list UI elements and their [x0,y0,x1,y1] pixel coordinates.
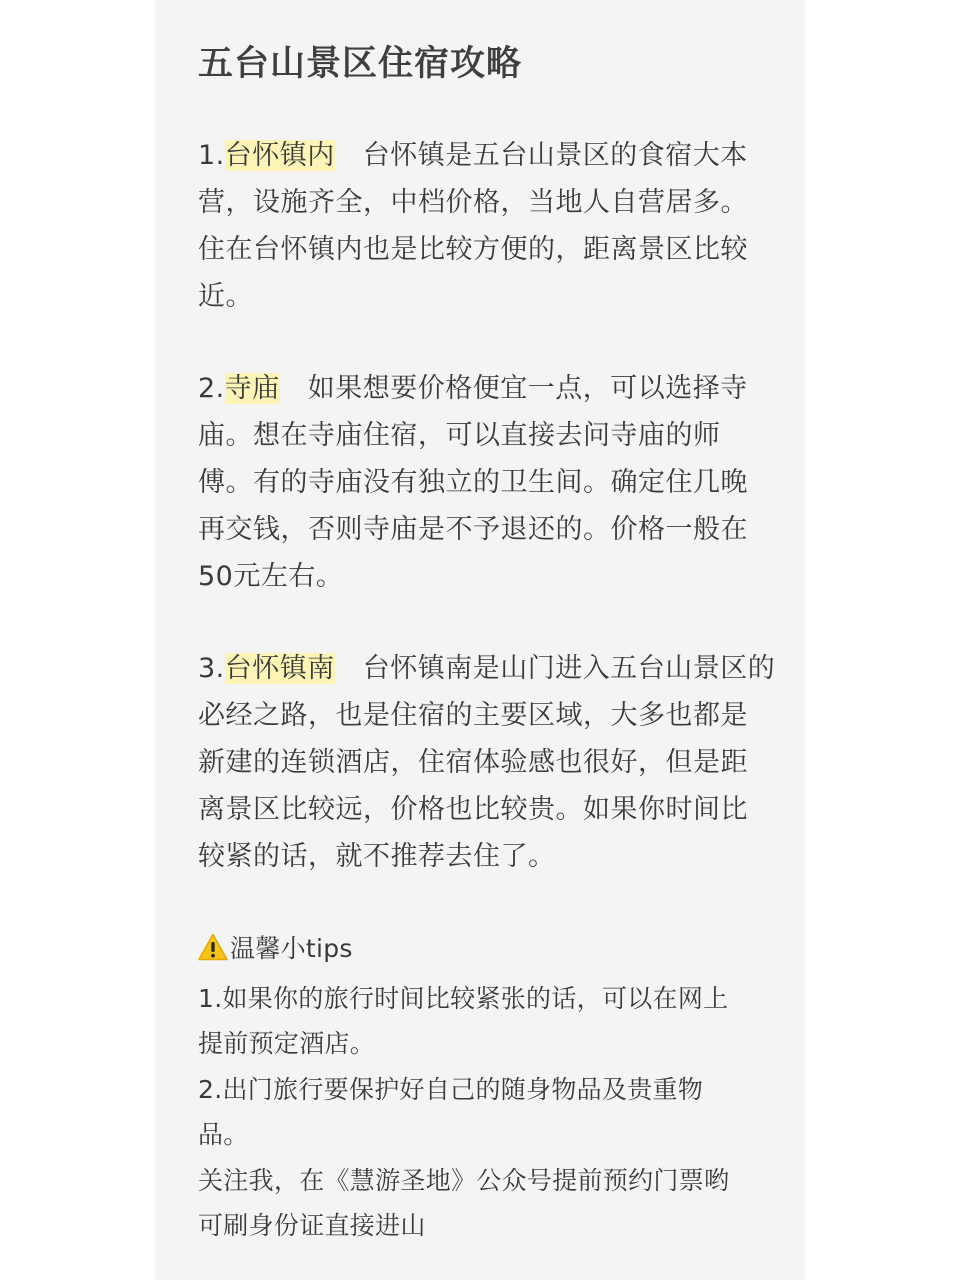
section-1 [198,132,768,320]
section-highlight: 寺庙 [224,373,280,404]
tips-line: 提前预定酒店。 [198,1029,376,1058]
section-line: 傅。有的寺庙没有独立的卫生间。确定住几晚 [198,467,748,498]
section-line: 必经之路，也是住宿的主要区域，大多也都是 [198,700,748,731]
section-line: 营，设施齐全，中档价格，当地人自营居多。 [198,187,748,218]
section-highlight: 台怀镇内 [224,140,335,171]
section-line [198,365,768,412]
section-number: 3. [198,653,225,684]
section-line: 庙。想在寺庙住宿，可以直接去问寺庙的师 [198,420,721,451]
warning-icon [198,930,228,976]
tips-line: 关注我，在《慧游圣地》公众号提前预约门票哟 [198,1165,730,1195]
section-line: 住在台怀镇内也是比较方便的，距离景区比较 [198,234,748,265]
tips-line: 2.出门旅行要保护好自己的随身物品及贵重物 [198,1074,704,1104]
section-line: 较紧的话，就不推荐去住了。 [198,841,556,872]
tips-line: 1.如果你的旅行时间比较紧张的话，可以在网上 [198,983,729,1013]
section-highlight: 台怀镇南 [224,653,335,684]
tips-line: 可刷身份证直接进山 [198,1211,426,1240]
section-2 [198,365,768,600]
section-line: 50元左右。 [198,561,344,592]
section-line: 再交钱，否则寺庙是不予退还的。价格一般在 [198,514,748,545]
section-number: 2. [198,373,225,404]
section-line [198,645,776,692]
tips-section [198,926,768,1249]
section-text: 台怀镇是五台山景区的食宿大本 [362,140,748,171]
section-line: 新建的连锁酒店，住宿体验感也很好，但是距 [198,747,748,778]
section-text: 如果想要价格便宜一点，可以选择寺 [307,373,748,404]
section-line [198,132,768,179]
tips-heading [198,926,768,976]
tips-heading-text: 温馨小tips [230,934,353,963]
section-text: 台怀镇南是山门进入五台山景区的 [362,653,776,684]
page-title: 五台山景区住宿攻略 [198,44,523,84]
section-number: 1. [198,140,225,171]
section-line: 离景区比较远，价格也比较贵。如果你时间比 [198,794,748,825]
section-line: 近。 [198,281,253,312]
section-3 [198,645,776,880]
tips-line: 品。 [198,1120,249,1149]
